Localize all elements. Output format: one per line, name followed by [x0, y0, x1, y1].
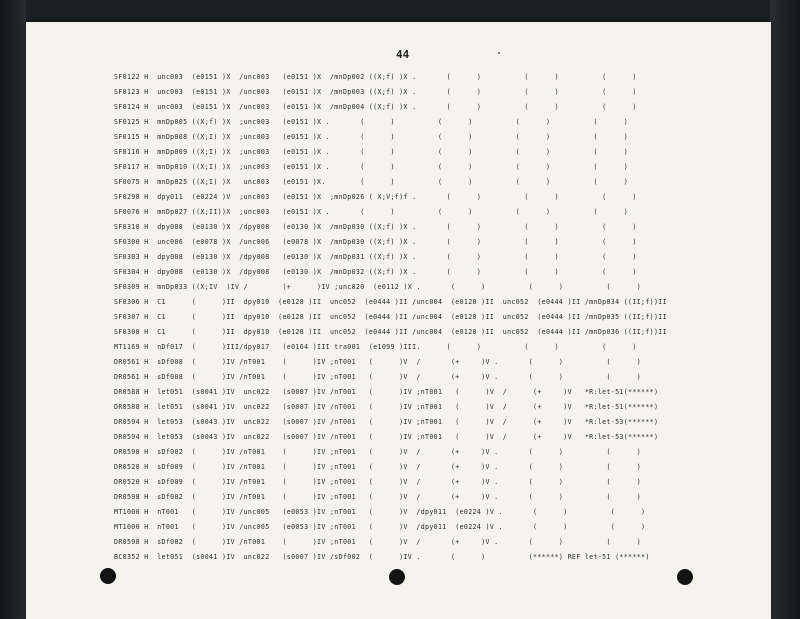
listing-row: SF0307 H C1 ( )II dpy010 (e0128 )II unc052 (e0444 )II /unc004 (e0120 )II unc052 (e0444 )II /mnDp035 ((II;f))II [114, 313, 667, 321]
listing-row: SF0309 H mnDp033 ((X;IV )IV / (+ )IV ;unc020 (e0112 )X . ( ) ( ) ( ) [114, 283, 642, 291]
punch-hole [389, 569, 405, 585]
listing-row: SF0304 H dpy008 (e0130 )X /dpy008 (e0130 )X /mnDp032 ((X;f) )X . ( ) ( ) ( ) [114, 268, 637, 276]
listing-row: SF0310 H dpy008 (e0130 )X /dpy008 (e0130 )X /mnDp030 ((X;f) )X . ( ) ( ) ( ) [114, 223, 637, 231]
listing-row: MT1000 H nT001 ( )IV /unc005 (e0053 )IV ;nT001 ( )V /dpy011 (e0224 )V . ( ) ( ) [114, 523, 646, 531]
listing-row: DR0598 H sDf002 ( )IV /nT001 ( )IV ;nT001 ( )V / (+ )V . ( ) ( ) [114, 448, 642, 456]
listing-row: DR0561 H sDf008 ( )IV /nT001 ( )IV ;nT001 ( )V / (+ )V . ( ) ( ) [114, 358, 642, 366]
document-page [26, 22, 771, 619]
listing-row: SF0306 H C1 ( )II dpy010 (e0128 )II unc052 (e0444 )II /unc004 (e0120 )II unc052 (e0444 )II /mnDp034 ((II;f))II [114, 298, 667, 306]
listing-row: SF0123 H unc003 (e0151 )X /unc003 (e0151 )X /mnDp003 ((X;f) )X . ( ) ( ) ( ) [114, 88, 637, 96]
listing-row: DR0598 H sDf002 ( )IV /nT001 ( )IV ;nT001 ( )V / (+ )V . ( ) ( ) [114, 493, 642, 501]
listing-row: MT1169 H nDf017 ( )III/dpy017 (e0164 )III tra001 (e1099 )III. ( ) ( ) ( ) [114, 343, 637, 351]
listing-row: SF0298 H dpy011 (e0224 )V ;unc003 (e0151 )X ;mnDp026 ( X;V;f)f . ( ) ( ) ( ) [114, 193, 637, 201]
listing-row: SF0075 H mnDp025 ((X;I) )X unc003 (e0151 )X. ( ) ( ) ( ) ( ) [114, 178, 629, 186]
listing-row: SF0303 H dpy008 (e0130 )X /dpy008 (e0130 )X /mnDp031 ((X;f) )X . ( ) ( ) ( ) [114, 253, 637, 261]
listing-row: SF0115 H mnDp008 ((X;I) )X ;unc003 (e0151 )X . ( ) ( ) ( ) ( ) [114, 133, 629, 141]
strain-listing [114, 70, 667, 565]
listing-row: DR0588 H let051 (s0041 )IV unc022 (s0007 )IV /nT001 ( )IV ;nT001 ( )V / (+ )V *R:let-51(******) [114, 403, 659, 411]
punch-hole [677, 569, 693, 585]
listing-row: SF0124 H unc003 (e0151 )X /unc003 (e0151 )X /mnDp004 ((X;f) )X . ( ) ( ) ( ) [114, 103, 637, 111]
punch-hole [100, 568, 116, 584]
listing-row: DR0588 H let051 (s0041 )IV unc022 (s0007 )IV /nT001 ( )IV ;nT001 ( )V / (+ )V *R:let-51(******) [114, 388, 659, 396]
listing-row: DR0561 H sDf008 ( )IV /nT001 ( )IV ;nT001 ( )V / (+ )V . ( ) ( ) [114, 373, 642, 381]
listing-row: SF0117 H mnDp010 ((X;I) )X ;unc003 (e0151 )X . ( ) ( ) ( ) ( ) [114, 163, 629, 171]
listing-row: SF0300 H unc006 (e0078 )X /unc006 (e0078 )X /mnDp030 ((X;f) )X . ( ) ( ) ( ) [114, 238, 637, 246]
listing-row: DR0598 H sDf002 ( )IV /nT001 ( )IV ;nT001 ( )V / (+ )V . ( ) ( ) [114, 538, 642, 546]
listing-row: DR0594 H let053 (s0043 )IV unc022 (s0007 )IV /nT001 ( )IV ;nT001 ( )V / (+ )V *R:let-53(******) [114, 418, 659, 426]
listing-row: SF0125 H mnDp005 ((X;f) )X ;unc003 (e0151 )X . ( ) ( ) ( ) ( ) [114, 118, 629, 126]
paper-speck [498, 52, 500, 54]
listing-row: MT1000 H nT001 ( )IV /unc005 (e0053 )IV ;nT001 ( )V /dpy011 (e0224 )V . ( ) ( ) [114, 508, 646, 516]
binder-frame-left [0, 0, 26, 619]
page-number: 44 [396, 48, 410, 61]
listing-row: SF0076 H mnDp027 ((X;II))X ;unc003 (e0151 )X . ( ) ( ) ( ) ( ) [114, 208, 629, 216]
listing-row: DR0520 H sDf009 ( )IV /nT001 ( )IV ;nT001 ( )V / (+ )V . ( ) ( ) [114, 478, 642, 486]
listing-row: SF0122 H unc003 (e0151 )X /unc003 (e0151 )X /mnDp002 ((X;f) )X . ( ) ( ) ( ) [114, 73, 637, 81]
listing-row: DR0594 H let053 (s0043 )IV unc022 (s0007 )IV /nT001 ( )IV ;nT001 ( )V / (+ )V *R:let-53(******) [114, 433, 659, 441]
listing-row: SF0116 H mnDp009 ((X;I) )X ;unc003 (e0151 )X . ( ) ( ) ( ) ( ) [114, 148, 629, 156]
listing-row: DR0520 H sDf009 ( )IV /nT001 ( )IV ;nT001 ( )V / (+ )V . ( ) ( ) [114, 463, 642, 471]
listing-row: BC0352 H let051 (s0041 )IV unc022 (s0007 )IV /sDf002 ( )IV . ( ) (******) REF let-51 (******) [114, 553, 650, 561]
binder-frame-right [770, 0, 800, 619]
listing-row: SF0308 H C1 ( )II dpy010 (e0128 )II unc052 (e0444 )II /unc004 (e0120 )II unc052 (e0444 )II /mnDp036 ((II;f))II [114, 328, 667, 336]
